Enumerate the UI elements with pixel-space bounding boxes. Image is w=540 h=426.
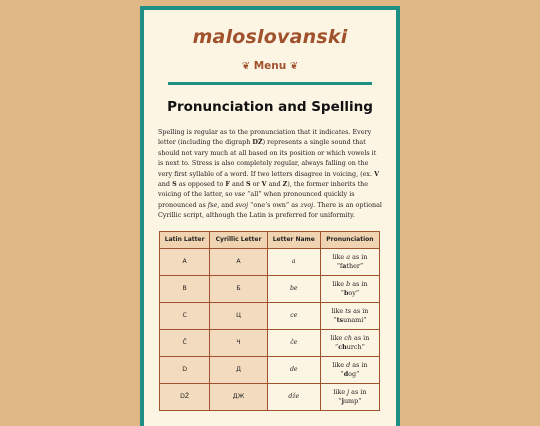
pronunciation-part: j [347, 387, 350, 396]
header-latin: Latin Latter [160, 231, 210, 248]
paragraph-segment: “all” when pronounced quickly is pronounced as [158, 190, 355, 209]
table-row [160, 383, 380, 410]
pronunciation-part: b [346, 279, 351, 288]
header-pronunciation: Pronunciation [320, 231, 379, 248]
paragraph-segment: vse [234, 190, 246, 199]
pronunciation-part: og” [348, 369, 360, 378]
paragraph-segment: V [374, 169, 380, 178]
cyrillic-letter-cell: Ц [210, 302, 267, 329]
flourish-icon-left: ❦ [241, 61, 251, 72]
table-header-row [160, 231, 380, 248]
header-letter-name: Letter Name [267, 231, 320, 248]
table-row [160, 329, 380, 356]
pronunciation-part: ts [336, 315, 344, 324]
pronunciation-cell [320, 356, 379, 383]
content-page [140, 6, 400, 426]
cyrillic-letter-cell: Ч [210, 329, 267, 356]
paragraph-segment: as opposed to [176, 180, 226, 189]
pronunciation-cell [320, 248, 379, 275]
flourish-icon-right: ❦ [289, 61, 299, 72]
table-row [160, 248, 380, 275]
pronunciation-part: “ [338, 396, 342, 405]
latin-letter-cell: A [160, 248, 210, 275]
pronunciation-cell [320, 383, 379, 410]
letter-name-cell: a [267, 248, 320, 275]
intro-paragraph [158, 127, 382, 221]
menu-button[interactable] [144, 60, 396, 72]
paragraph-segment: or [250, 180, 262, 189]
latin-letter-cell: Č [160, 329, 210, 356]
paragraph-segment: zvoj [300, 200, 314, 209]
site-title[interactable]: maloslovanski [192, 26, 348, 48]
pronunciation-part: as in [352, 333, 370, 342]
paragraph-segment: F [225, 180, 230, 189]
letter-name-cell: ce [267, 302, 320, 329]
pronunciation-part: a [342, 261, 347, 270]
pronunciation-part: like [330, 333, 345, 342]
pronunciation-part: urch” [346, 342, 365, 351]
paragraph-segment: “one’s own” as [248, 200, 301, 209]
pronunciation-part: unami” [343, 315, 367, 324]
pronunciation-part: “ [334, 342, 339, 351]
letter-name-cell: dže [267, 383, 320, 410]
pronunciation-cell [320, 275, 379, 302]
pronunciation-part: like [333, 387, 348, 396]
pronunciation-part: d [343, 369, 349, 378]
pronunciation-part: oy” [348, 288, 360, 297]
paragraph-segment: ) represents a single sound that should not vary much at all based on its position or which vowels it is next to. Stress is also completely regular, always falling on the very first syllable of a word. If two letters disagree in voicing, (ex. [158, 138, 377, 178]
table-row [160, 302, 380, 329]
table-row [160, 275, 380, 302]
pronunciation-part: a [346, 252, 351, 261]
paragraph-segment: Spelling is regular as to the pronunciation that it indicates. Every letter (including the digraph [158, 128, 372, 147]
pronunciation-part: as in [350, 279, 368, 288]
pronunciation-part: like [332, 279, 347, 288]
cyrillic-letter-cell: ДЖ [210, 383, 267, 410]
paragraph-segment: and [229, 180, 246, 189]
paragraph-segment: S [172, 180, 177, 189]
paragraph-segment: . There is an optional Cyrillic script, although the Latin is preferred for uniformity. [158, 200, 382, 220]
pronunciation-part: as in [349, 387, 367, 396]
latin-letter-cell: C [160, 302, 210, 329]
letter-name-cell: de [267, 356, 320, 383]
pronunciation-part: j [341, 396, 344, 405]
pronunciation-part: “ [340, 288, 344, 297]
pronunciation-part: as in [351, 306, 369, 315]
pronunciation-part: ump” [343, 396, 362, 405]
pronunciation-part: as in [350, 360, 368, 369]
cyrillic-letter-cell: Д [210, 356, 267, 383]
latin-letter-cell: D [160, 356, 210, 383]
letter-name-cell: če [267, 329, 320, 356]
latin-letter-cell: DŽ [160, 383, 210, 410]
alphabet-table [159, 231, 380, 411]
pronunciation-part: ts [345, 306, 352, 315]
paragraph-segment: S [246, 180, 251, 189]
pronunciation-part: like [332, 360, 347, 369]
letter-name-cell: be [267, 275, 320, 302]
cyrillic-letter-cell: Б [210, 275, 267, 302]
pronunciation-part: b [343, 288, 349, 297]
cyrillic-letter-cell: А [210, 248, 267, 275]
paragraph-segment: fse [207, 200, 218, 209]
pronunciation-part: ther” [346, 261, 364, 270]
paragraph-segment: svoj [235, 200, 249, 209]
pronunciation-part: ch [344, 333, 352, 342]
latin-letter-cell: B [160, 275, 210, 302]
pronunciation-part: d [346, 360, 351, 369]
paragraph-segment: DŽ [252, 138, 263, 147]
pronunciation-part: like [331, 306, 346, 315]
pronunciation-part: ch [338, 342, 347, 351]
header-divider [168, 82, 372, 85]
paragraph-segment: ), the former inherits the voicing of the latter, so [158, 180, 369, 199]
pronunciation-cell [320, 329, 379, 356]
paragraph-segment: , and [217, 200, 236, 209]
table-row [160, 356, 380, 383]
paragraph-segment: and [158, 180, 173, 189]
paragraph-segment: V [261, 180, 267, 189]
menu-label: Menu [253, 60, 287, 72]
pronunciation-part: as in [350, 252, 368, 261]
paragraph-segment: and [266, 180, 283, 189]
header-cyrillic: Cyrillic Letter [210, 231, 267, 248]
pronunciation-part: like [332, 252, 347, 261]
paragraph-segment: Z [282, 180, 288, 189]
pronunciation-cell [320, 302, 379, 329]
page-heading: Pronunciation and Spelling [167, 99, 373, 115]
pronunciation-part: “ [340, 369, 344, 378]
pronunciation-part: “f [336, 261, 343, 270]
pronunciation-part: “ [333, 315, 337, 324]
